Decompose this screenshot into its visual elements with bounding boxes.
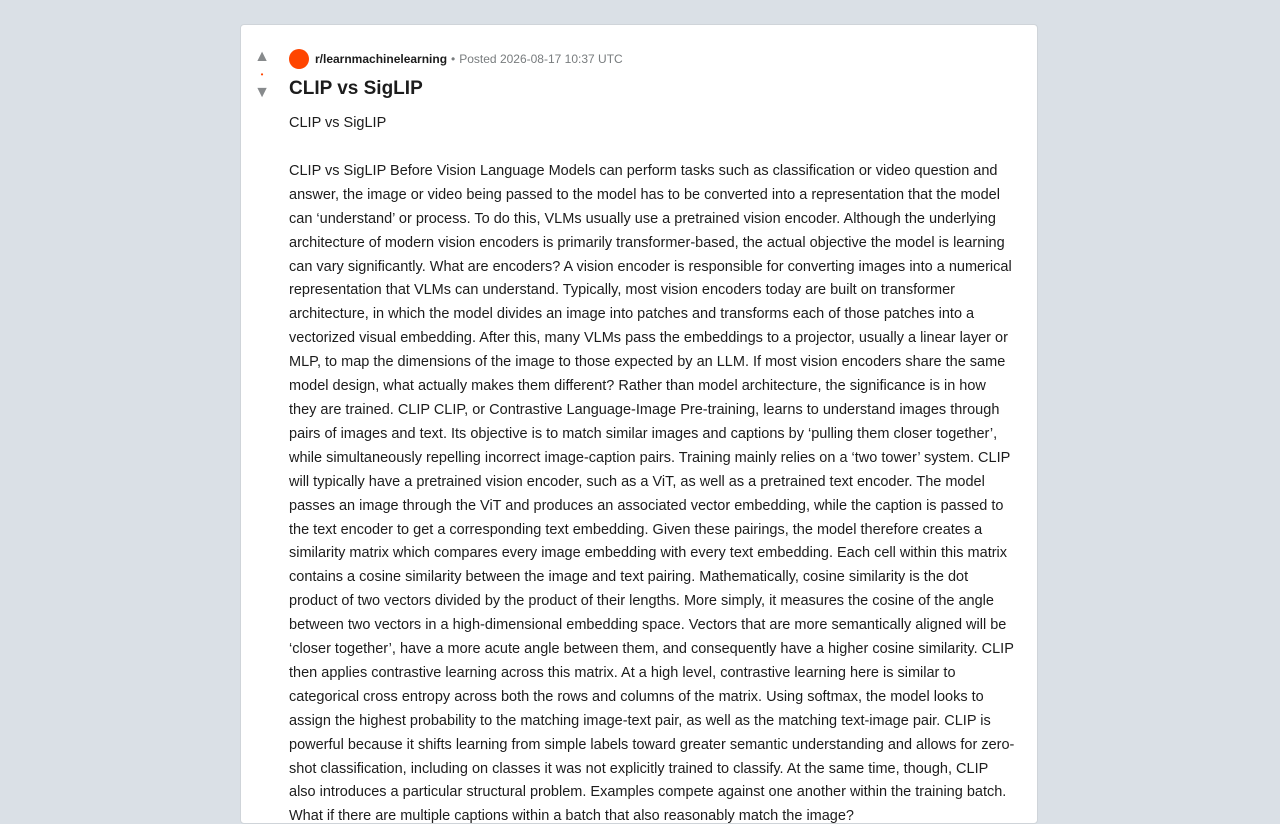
vote-column	[251, 47, 273, 103]
subreddit-icon[interactable]	[289, 49, 309, 69]
vote-score: •	[260, 70, 264, 79]
meta-separator: •	[451, 52, 456, 66]
downvote-icon[interactable]: ▼	[254, 84, 270, 101]
posted-timestamp: Posted 2026-08-17 10:37 UTC	[459, 52, 623, 66]
post-meta	[289, 49, 1017, 69]
post-body	[289, 112, 1017, 824]
upvote-icon[interactable]: ▲	[254, 48, 270, 65]
body-paragraph: CLIP vs SigLIP Before Vision Language Models can perform tasks such as classification or video question and answer, the image or video being passed to the model has to be converted into a representation that the model can ‘understand’ or process. To do this, VLMs usually use a pretrained vision encoder. Although the underlying architecture of modern vision encoders is primarily transformer-based, the actual objective the model is learning can vary significantly. What are encoders? A vision encoder is responsible for converting images into a numerical representation that VLMs can understand. Typically, most vision encoders today are built on transformer architecture, in which the model divides an image into patches and transforms each of those patches into a vectorized visual embedding. After this, many VLMs pass the embeddings to a projector, usually a linear layer or MLP, to map the dimensions of the image to those expected by an LLM. If most vision encoders share the same model design, what actually makes them different? Rather than model architecture, the significance is in how they are trained. CLIP CLIP, or Contrastive Language-Image Pre-training, learns to understand images through pairs of images and text. Its objective is to match similar images and captions by ‘pulling them closer together’, while simultaneously repelling incorrect image-caption pairs. Training mainly relies on a ‘two tower’ system. CLIP will typically have a pretrained vision encoder, such as a ViT, as well as a pretrained text encoder. The model passes an image through the ViT and produces an associated vector embedding, while the caption is passed to the text encoder to get a corresponding text embedding. Given these pairings, the model therefore creates a similarity matrix which compares every image embedding with every text embedding. Each cell within this matrix contains a cosine similarity between the image and text pairing. Mathematically, cosine similarity is the dot product of two vectors divided by the product of their lengths. More simply, it measures the cosine of the angle between two vectors in a high-dimensional embedding space. Vectors that are more semantically aligned will be ‘closer together’, have a more acute angle between them, and consequently have a higher cosine similarity. CLIP then applies contrastive learning across this matrix. At a high level, contrastive learning here is similar to categorical cross entropy across both the rows and columns of the matrix. Using softmax, the model looks to assign the highest probability to the matching image-text pair, as well as the matching text-image pair. CLIP is powerful because it shifts learning from simple labels toward greater semantic understanding and allows for zero-shot classification, including on classes it was not explicitly trained to classify. At the same time, though, CLIP also introduces a particular structural problem. Examples compete against one another within the training batch. What if there are multiple captions within a batch that also reasonably match the image?	[289, 162, 1015, 824]
subreddit-link[interactable]: r/learnmachinelearning	[315, 52, 448, 66]
body-paragraph: CLIP vs SigLIP	[289, 115, 387, 131]
post-card	[240, 24, 1038, 824]
post-content	[289, 49, 1017, 824]
post-title[interactable]: CLIP vs SigLIP	[289, 78, 423, 99]
